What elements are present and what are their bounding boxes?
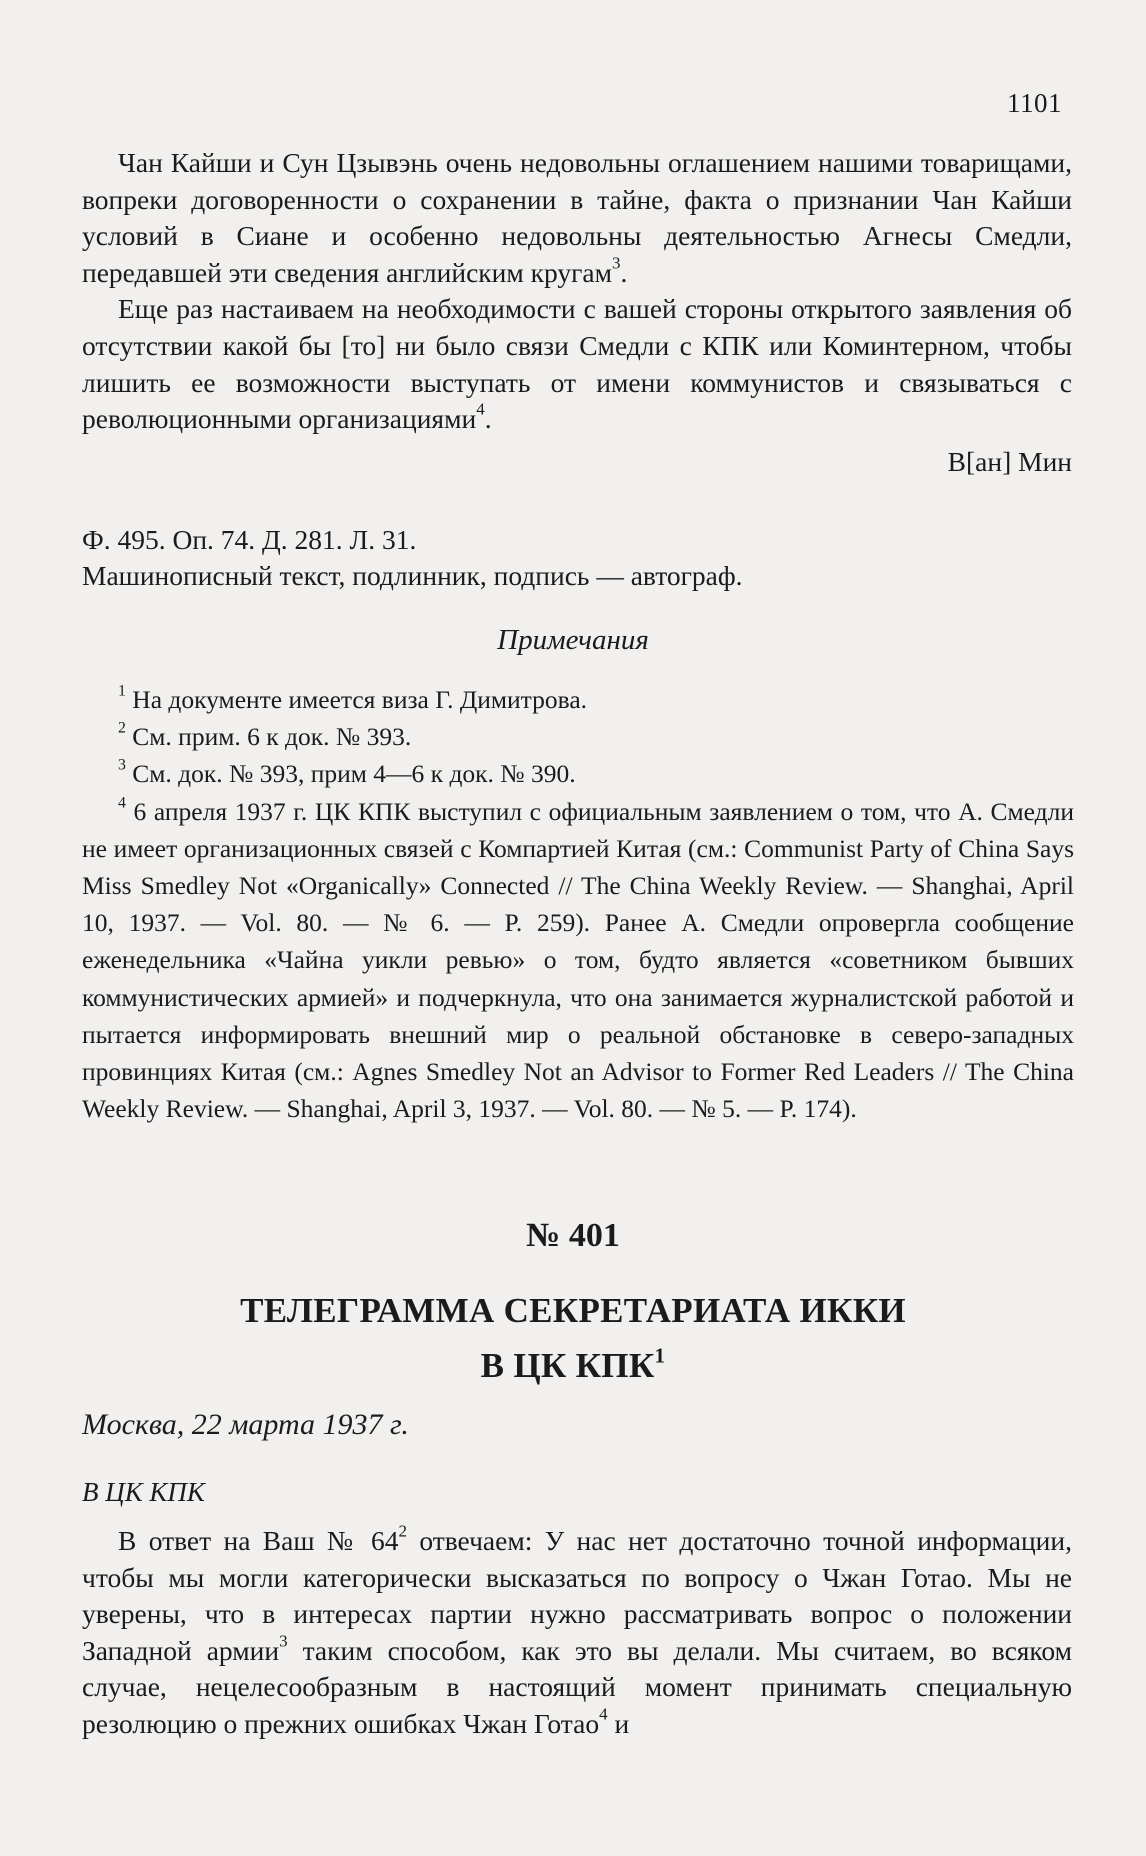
note-text: См. док. № 393, прим 4—6 к док. № 390.	[132, 759, 576, 789]
addressee: В ЦК КПК	[82, 1477, 205, 1507]
paragraph-end: .	[620, 256, 628, 288]
note-number: 3	[118, 756, 126, 774]
note-item	[82, 755, 1074, 792]
footnote-ref: 4	[599, 1704, 608, 1724]
document-title	[0, 1283, 1146, 1393]
note-item	[82, 718, 1074, 755]
title-line-2	[0, 1338, 1146, 1393]
text-part: отвечаем: У нас нет достаточно точной информации, чтобы мы могли категорически высказаться по вопросу о Чжан Готао. Мы не уверены, что в интересах партии нужно рассматривать вопрос о положении Западной армии	[82, 1525, 1072, 1666]
letter-paragraph-1	[82, 145, 1072, 291]
footnote-ref: 3	[612, 253, 621, 273]
note-text: 6 апреля 1937 г. ЦК КПК выступил с официальным заявлением о том, что А. Смедли не имеет организационных связей с Компартией Китая (см.: Communist Party of China Says Miss Smedley Not «Organically» Connected // The China Weekly Review. — Shanghai, April 10, 1937. — Vol. 80. — № 6. — P. 259). Ранее А. Смедли опровергла сообщение еженедельника «Чайна уикли ревью» о том, будто является «советником бывших коммунистических армией» и подчеркнула, что она занимается журналистской работой и пытается информировать внешний мир о реальной обстановке в северо-западных провинциях Китая (см.: Agnes Smedley Not an Advisor to Former Red Leaders // The China Weekly Review. — Shanghai, April 3, 1937. — Vol. 80. — № 5. — P. 174).	[82, 796, 1074, 1124]
notes-list	[82, 681, 1074, 1127]
document-date: Москва, 22 марта 1937 г.	[82, 1408, 409, 1441]
note-item	[82, 793, 1074, 1128]
text-part: таким способом, как это вы делали. Мы считаем, во всяком случае, нецелесообразным в настоящий момент принимать специальную резолюцию о прежних ошибках Чжан Готао	[82, 1634, 1073, 1739]
footnote-ref: 3	[279, 1631, 288, 1651]
footnote-ref: 2	[398, 1521, 407, 1541]
paragraph-end: .	[484, 403, 492, 435]
telegram-paragraph	[82, 1523, 1072, 1743]
notes-heading: Примечания	[497, 624, 649, 656]
text-part: и	[607, 1707, 630, 1739]
archive-reference: Ф. 495. Оп. 74. Д. 281. Л. 31.	[82, 524, 417, 555]
note-number: 4	[118, 793, 126, 811]
note-item	[82, 681, 1074, 718]
archive-source	[82, 522, 743, 594]
note-text: См. прим. 6 к док. № 393.	[132, 722, 412, 752]
document-description: Машинописный текст, подлинник, подпись — автограф.	[82, 560, 743, 591]
letter-body	[82, 145, 1072, 480]
note-text: На документе имеется виза Г. Димитрова.	[132, 685, 588, 714]
note-number: 1	[118, 682, 126, 700]
paragraph-text: Чан Кайши и Сун Цзывэнь очень недовольны оглашением нашими товарищами, вопреки договоренности о сохранении в тайне, факта о признании Чан Кайши условий в Сиане и особенно недовольны деятельностью Агнесы Смедли, передавшей эти сведения английским кругам	[82, 147, 1072, 288]
document-number: № 401	[526, 1217, 620, 1254]
title-text: В ЦК КПК	[480, 1346, 655, 1385]
note-number: 2	[118, 719, 126, 737]
page-number: 1101	[1007, 88, 1062, 118]
signature: В[ан] Мин	[947, 445, 1072, 477]
footnote-ref: 4	[476, 399, 485, 419]
footnote-ref: 1	[654, 1343, 666, 1368]
paragraph-text: Еще раз настаиваем на необходимости с вашей стороны открытого заявления об отсутствии какой бы [то] ни было связи Смедли с КПК или Коминтерном, чтобы лишить ее возможности выступать от имени коммунистов и связываться с революционными организациями	[82, 293, 1072, 435]
letter-paragraph-2	[82, 291, 1072, 437]
text-part: В ответ на Ваш № 64	[118, 1525, 399, 1556]
title-line-1: ТЕЛЕГРАММА СЕКРЕТАРИАТА ИККИ	[240, 1291, 906, 1330]
telegram-body	[82, 1523, 1072, 1743]
